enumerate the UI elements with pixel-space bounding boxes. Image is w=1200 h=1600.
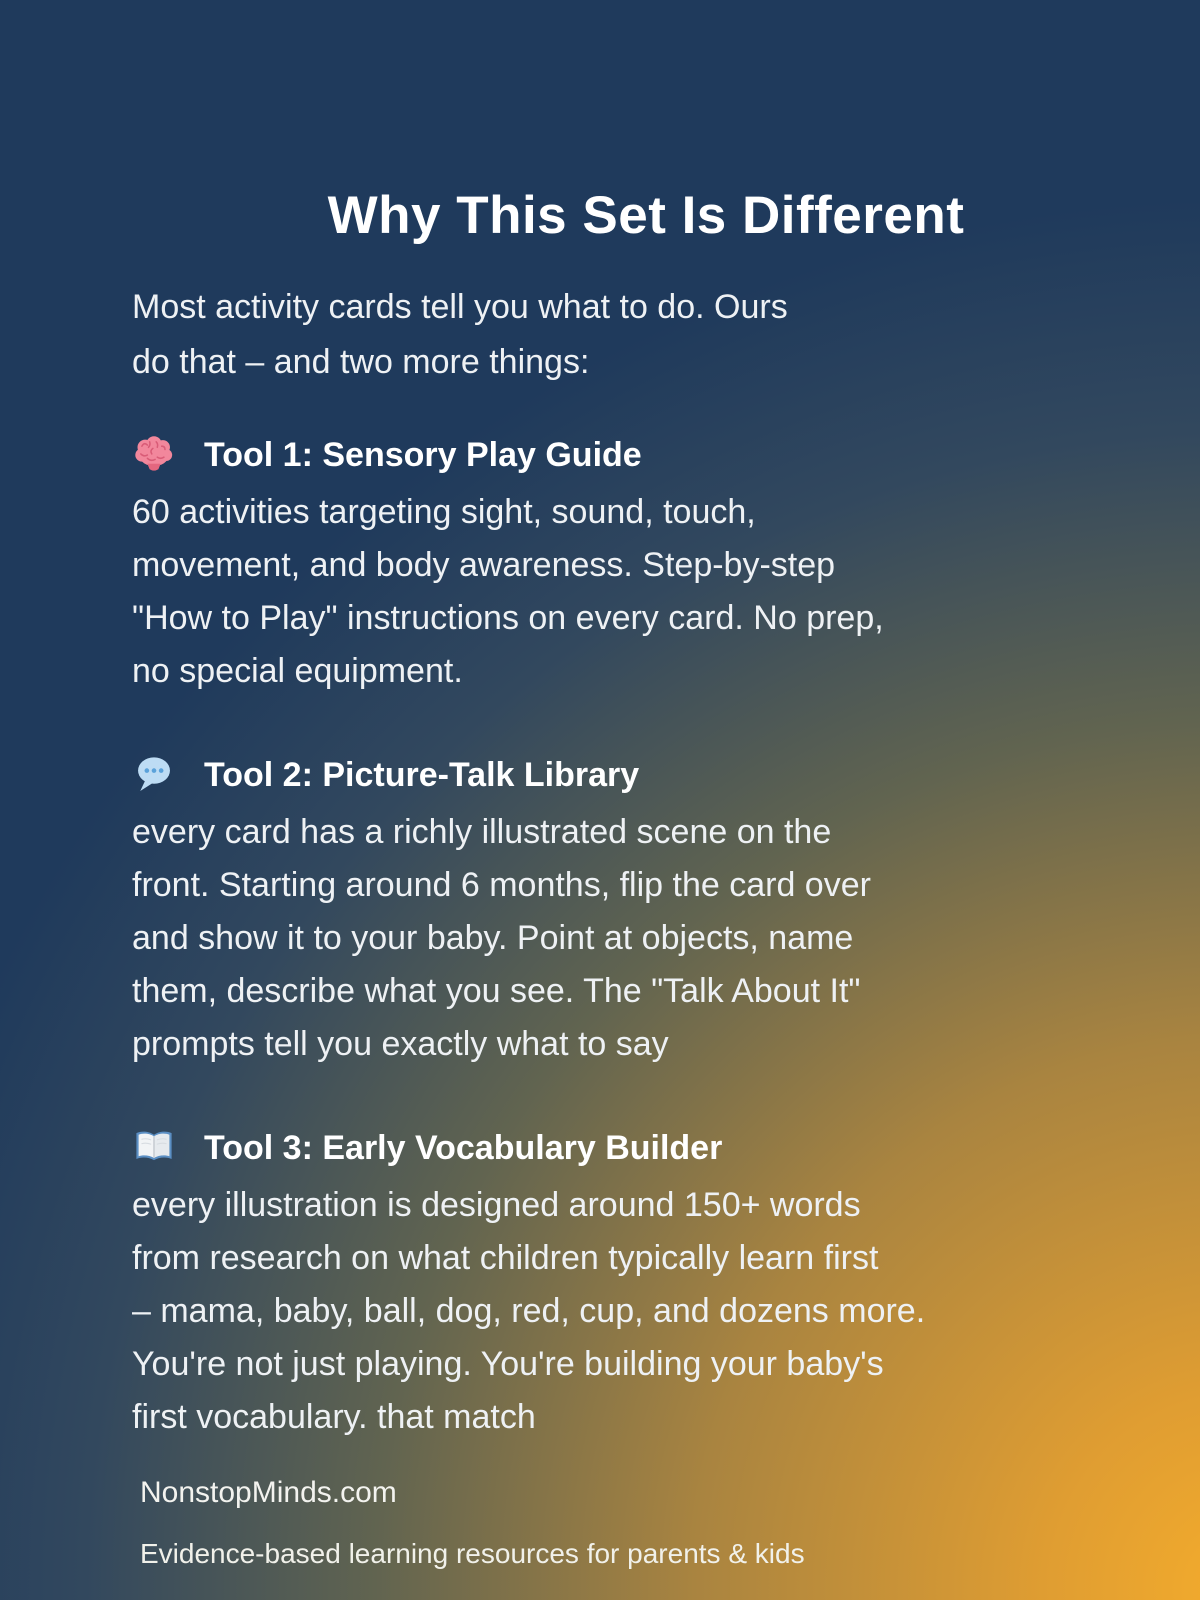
tool-3-heading-row xyxy=(132,1125,1160,1171)
tool-section-2 xyxy=(132,752,1160,1071)
intro-text: Most activity cards tell you what to do. Ours do that – and two more things: xyxy=(132,288,788,381)
tool-1-body: 60 activities targeting sight, sound, touch, movement, and body awareness. Step-by-step "How to Play" instructions on every card. No prep, no special equipment. xyxy=(132,493,884,690)
tool-2-heading: Tool 2: Picture-Talk Library xyxy=(204,756,640,794)
tool-1-heading-row xyxy=(132,432,1160,478)
brain-icon xyxy=(132,433,176,477)
tool-1-heading: Tool 1: Sensory Play Guide xyxy=(204,436,642,474)
tool-section-3 xyxy=(132,1125,1160,1444)
open-book-icon xyxy=(132,1126,176,1170)
footer-tagline: Evidence-based learning resources for parents & kids xyxy=(140,1538,805,1569)
tool-3-heading: Tool 3: Early Vocabulary Builder xyxy=(204,1129,723,1167)
speech-balloon-icon xyxy=(132,753,176,797)
tool-section-1 xyxy=(132,432,1160,698)
tool-3-body: every illustration is designed around 150+ words from research on what children typically learn first – mama, baby, ball, dog, red, cup, and dozens more. You're not just playing. You're building your baby's first vocabulary. that match xyxy=(132,1186,926,1436)
tool-2-heading-row xyxy=(132,752,1160,798)
page-title: Why This Set Is Different xyxy=(327,186,965,245)
footer-site-url: NonstopMinds.com xyxy=(140,1476,397,1509)
tool-2-body: every card has a richly illustrated scene on the front. Starting around 6 months, flip the card over and show it to your baby. Point at objects, name them, describe what you see. The "Talk About It" prompts tell you exactly what to say xyxy=(132,813,871,1063)
